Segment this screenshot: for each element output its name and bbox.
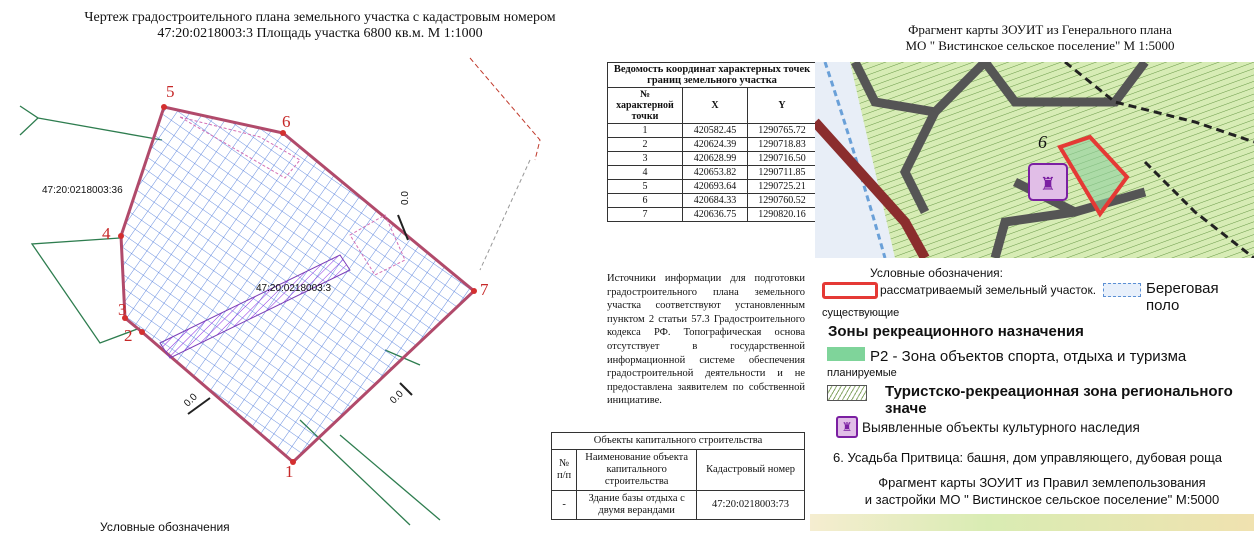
point-label-3: 3 bbox=[118, 300, 127, 319]
plan-title-line1: Чертеж градостроительного плана земельного участка с кадастровым номером bbox=[84, 10, 556, 25]
parcel-plan-drawing bbox=[0, 0, 590, 531]
coordinates-table bbox=[607, 62, 817, 222]
legend-regional-swatch bbox=[827, 385, 867, 401]
fragment2-map-strip bbox=[810, 514, 1254, 531]
setback-label-2: 0.0 bbox=[388, 388, 406, 407]
plan-legend-heading: Условные обозначения bbox=[100, 520, 230, 534]
table-row: 6 420684.33 1290760.52 bbox=[608, 194, 817, 208]
point-label-4: 4 bbox=[102, 224, 111, 243]
point-label-6: 6 bbox=[282, 112, 291, 131]
table-row: - Здание базы отдыха с двумя верандами 47:20:0218003:73 bbox=[552, 491, 805, 520]
table-row: 2 420624.39 1290718.83 bbox=[608, 138, 817, 152]
setback-label-3: 0.0 bbox=[182, 391, 200, 410]
point-label-5: 5 bbox=[166, 82, 175, 101]
table-row: 4 420653.82 1290711.85 bbox=[608, 166, 817, 180]
legend-existing-label: существующие bbox=[822, 307, 900, 319]
table-row: 7 420636.75 1290820.16 bbox=[608, 208, 817, 222]
col-y: Y bbox=[748, 88, 817, 124]
point-label-1: 1 bbox=[285, 462, 294, 481]
plan-title-line2: 47:20:0218003:3 Площадь участка 6800 кв.м. М 1:1000 bbox=[157, 26, 483, 41]
col-x: X bbox=[683, 88, 748, 124]
table-row: 1 420582.45 1290765.72 bbox=[608, 124, 817, 138]
legend-shore-swatch bbox=[1103, 283, 1141, 297]
legend-r2-swatch bbox=[827, 347, 865, 361]
capital-objects-table bbox=[551, 432, 805, 520]
legend-regional-label: Туристско-рекреационная зона регионального значе bbox=[885, 383, 1233, 417]
zouit-map-title-line1: Фрагмент карты ЗОУИТ из Генерального плана bbox=[908, 22, 1172, 37]
fragment2-title bbox=[842, 474, 1242, 508]
legend-parcel-label: рассматриваемый земельный участок. bbox=[880, 283, 1097, 297]
point-label-7: 7 bbox=[480, 280, 489, 299]
parcel-cadastral-label: 47:20:0218003:3 bbox=[256, 283, 332, 294]
point-label-2: 2 bbox=[124, 326, 133, 345]
objects-table-title: Объекты капитального строительства bbox=[552, 433, 805, 450]
col-number: № п/п bbox=[552, 450, 577, 491]
zouit-map-fragment bbox=[815, 62, 1254, 258]
table-row: 3 420628.99 1290716.50 bbox=[608, 152, 817, 166]
legend-heading: Условные обозначения: bbox=[870, 266, 1003, 280]
svg-text:♜: ♜ bbox=[1039, 174, 1057, 195]
zouit-map-title bbox=[840, 22, 1240, 54]
legend-heritage-icon: ♜ bbox=[836, 416, 858, 438]
legend-shore-label: Береговая поло bbox=[1146, 280, 1219, 314]
col-point-number: № характерной точки bbox=[608, 88, 683, 124]
road-dashed-boundary bbox=[470, 58, 540, 160]
legend-r2-label: Р2 - Зона объектов спорта, отдыха и туризма bbox=[870, 348, 1187, 365]
legend-zones-heading: Зоны рекреационного назначения bbox=[828, 323, 1084, 340]
legend-parcel-swatch bbox=[822, 282, 878, 299]
legend-planned-label: планируемые bbox=[827, 367, 897, 379]
table-row: 5 420693.64 1290725.21 bbox=[608, 180, 817, 194]
sources-paragraph: Источники информации для подготовки градостроительного плана земельного участка соответствуют установленным пунктом 2 статьи 57.3 Градостроительного кодекса РФ. Топографическая основа отсутствует в государственной информационной системе обеспечения градостроительной деятельности и не предоставлена заявителем по собственной инициативе. bbox=[607, 273, 805, 407]
col-cadastral-number: Кадастровый номер bbox=[697, 450, 805, 491]
map-marker-number: 6 bbox=[1038, 132, 1047, 152]
legend-heritage-item: 6. Усадьба Притвица: башня, дом управляющего, дубовая роща bbox=[833, 450, 1222, 465]
neighbor-cadastral-label: 47:20:0218003:36 bbox=[42, 185, 123, 196]
zouit-map-title-line2: МО " Вистинское сельское поселение" М 1:5000 bbox=[905, 38, 1175, 53]
col-object-name: Наименование объекта капитального строительства bbox=[577, 450, 697, 491]
legend-heritage-label: Выявленные объекты культурного наследия bbox=[862, 420, 1140, 435]
coordinates-table-title: Ведомость координат характерных точек границ земельного участка bbox=[608, 63, 817, 88]
fragment2-title-line1: Фрагмент карты ЗОУИТ из Правил землепользования bbox=[878, 475, 1206, 490]
fragment2-title-line2: и застройки МО " Вистинское сельское поселение" М:5000 bbox=[864, 492, 1220, 507]
setback-label-1: 0.0 bbox=[400, 191, 411, 205]
